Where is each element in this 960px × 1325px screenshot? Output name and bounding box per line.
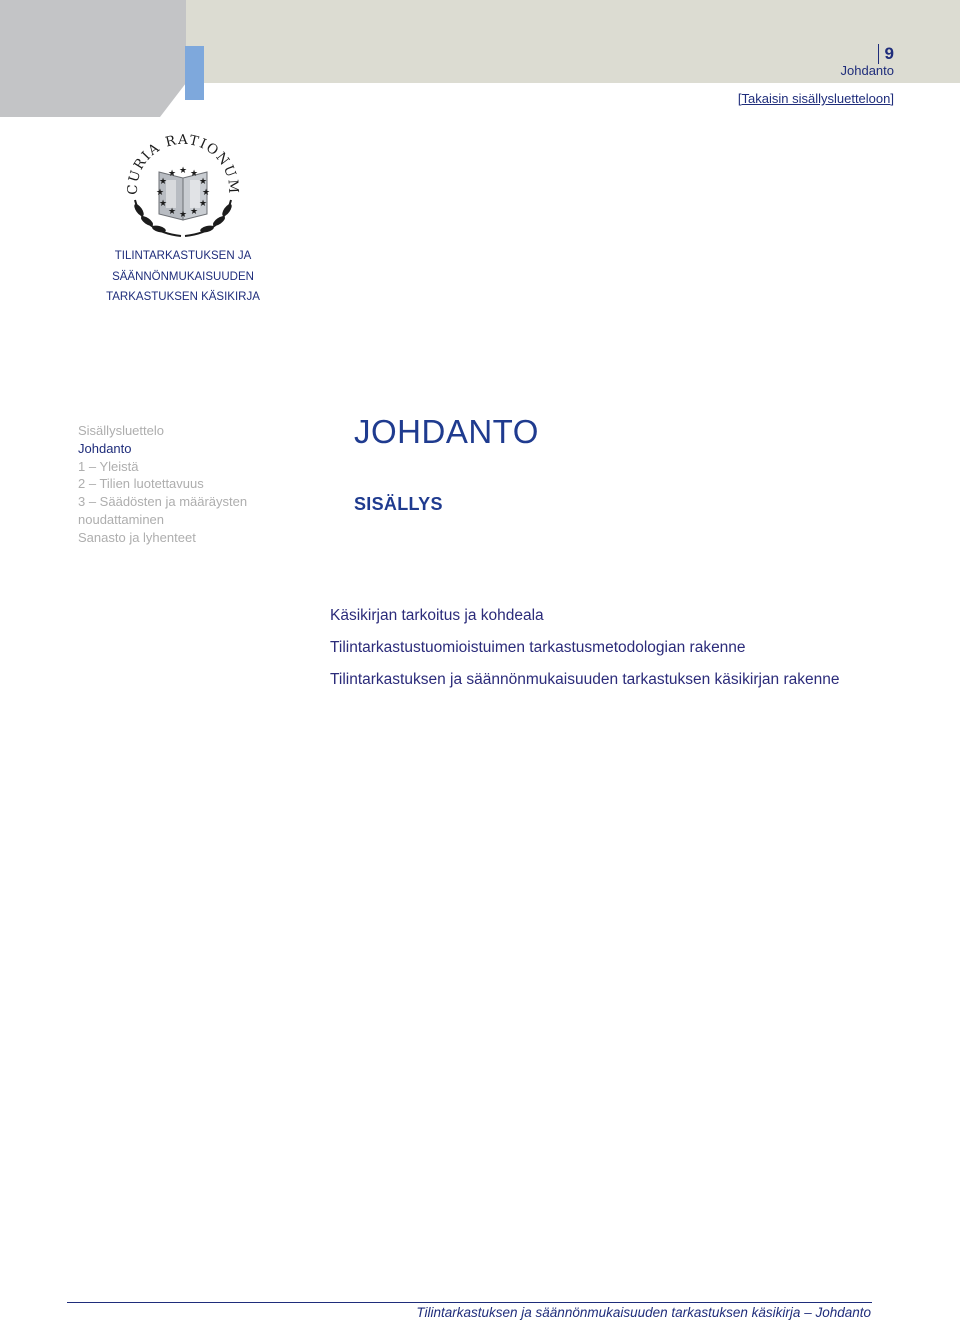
- footer-text: Tilintarkastuksen ja säännönmukaisuuden tarkastuksen käsikirja – Johdanto: [416, 1305, 871, 1320]
- logo-motto: CURIA RATIONUM: [124, 131, 242, 196]
- back-to-toc: [738, 91, 894, 106]
- contents-entry-purpose[interactable]: Käsikirjan tarkoitus ja kohdeala: [330, 607, 544, 624]
- svg-text:★: ★: [189, 169, 199, 179]
- contents-list: [330, 605, 850, 701]
- svg-text:★: ★: [198, 177, 208, 187]
- toc-item-contents[interactable]: Sisällysluettelo: [78, 423, 164, 438]
- toc-item-compliance[interactable]: 3 – Säädösten ja määräysten: [78, 494, 248, 510]
- document-title: [73, 246, 293, 308]
- document-title-line: TARKASTUKSEN KÄSIKIRJA: [106, 291, 260, 303]
- svg-text:★: ★: [158, 177, 168, 187]
- back-link-bracket-close: ]: [890, 91, 894, 106]
- svg-text:★: ★: [178, 166, 188, 176]
- contents-entry-manual-structure[interactable]: Tilintarkastuksen ja säännönmukaisuuden tarkastuksen käsikirjan rakenne: [330, 671, 840, 688]
- toc-item-compliance-cont[interactable]: noudattaminen: [78, 511, 165, 527]
- blue-tab-decoration: [185, 46, 204, 100]
- corner-decoration: [0, 0, 186, 117]
- svg-text:★: ★: [178, 210, 188, 220]
- contents-entry-methodology[interactable]: Tilintarkastustuomioistuimen tarkastusmetodologian rakenne: [330, 639, 746, 656]
- svg-text:★: ★: [189, 207, 199, 217]
- document-title-line: SÄÄNNÖNMUKAISUUDEN: [112, 270, 254, 283]
- curia-rationum-logo: [123, 128, 243, 240]
- svg-text:★: ★: [167, 207, 177, 217]
- svg-text:★: ★: [158, 199, 168, 209]
- page-number: 9: [878, 44, 894, 64]
- svg-text:★: ★: [201, 188, 211, 198]
- toc-item-introduction[interactable]: Johdanto: [78, 440, 132, 456]
- page-section-label: Johdanto: [840, 63, 894, 78]
- toc-item-general[interactable]: 1 – Yleistä: [78, 458, 139, 474]
- document-title-line: TILINTARKASTUKSEN JA: [114, 250, 252, 262]
- svg-text:★: ★: [167, 169, 177, 179]
- contents-heading: SISÄLLYS: [354, 494, 443, 514]
- back-link-bracket-open: [: [737, 91, 742, 106]
- svg-text:★: ★: [155, 188, 165, 198]
- svg-text:★: ★: [198, 199, 208, 209]
- back-to-toc-link[interactable]: Takaisin sisällysluetteloon: [741, 91, 891, 106]
- footer-divider: [67, 1302, 872, 1303]
- chapter-title: JOHDANTO: [354, 413, 539, 450]
- table-of-contents-nav: [78, 422, 278, 547]
- toc-item-glossary[interactable]: Sanasto ja lyhenteet: [78, 529, 196, 545]
- toc-item-reliability[interactable]: 2 – Tilien luotettavuus: [78, 476, 204, 492]
